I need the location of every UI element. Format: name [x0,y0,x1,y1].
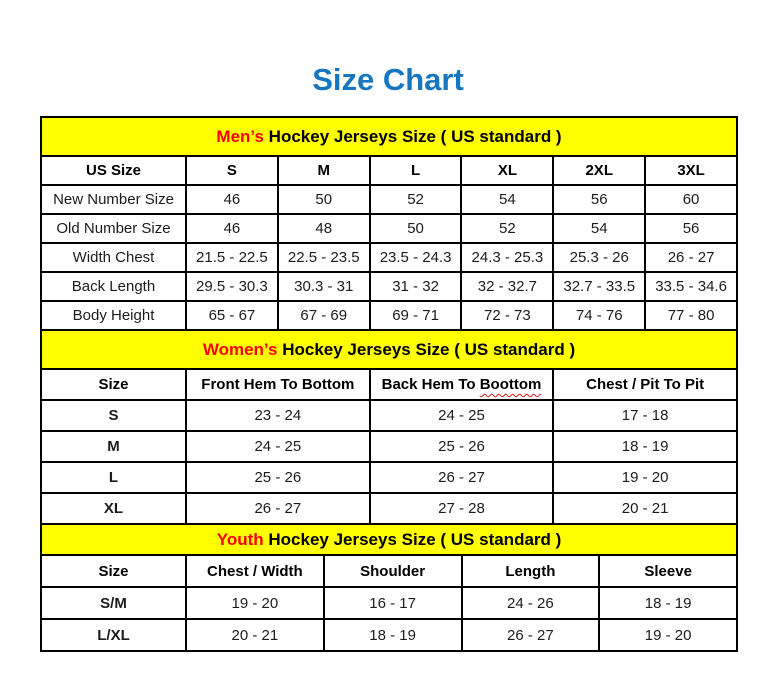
value-cell: 20 - 21 [186,619,324,651]
value-cell: 18 - 19 [324,619,462,651]
value-cell: 54 [461,185,553,214]
column-header: Back Hem To Boottom [370,369,554,400]
table-row [41,462,737,493]
value-cell: 26 - 27 [462,619,600,651]
value-cell: 19 - 20 [186,587,324,619]
value-cell: 24 - 26 [462,587,600,619]
row-label: M [41,431,186,462]
womens-section-title [41,330,737,369]
value-cell: 50 [370,214,462,243]
column-header: S [186,156,278,185]
table-row [41,301,737,330]
value-cell: 48 [278,214,370,243]
column-header: Size [41,555,186,587]
column-header: Chest / Width [186,555,324,587]
value-cell: 22.5 - 23.5 [278,243,370,272]
row-label: Width Chest [41,243,186,272]
column-header: Shoulder [324,555,462,587]
value-cell: 33.5 - 34.6 [645,272,737,301]
value-cell: 25.3 - 26 [553,243,645,272]
table-row [41,185,737,214]
column-header: Size [41,369,186,400]
mens-section-rest: Hockey Jerseys Size ( US standard ) [263,126,562,146]
value-cell: 23 - 24 [186,400,370,431]
row-label: Old Number Size [41,214,186,243]
misspelled-word: Boottom [479,376,542,393]
youth-section-title [41,524,737,555]
youth-section-accent: Youth [216,529,264,549]
table-row [41,243,737,272]
value-cell: 67 - 69 [278,301,370,330]
column-header: 2XL [553,156,645,185]
column-header: Front Hem To Bottom [186,369,370,400]
value-cell: 52 [461,214,553,243]
value-cell: 30.3 - 31 [278,272,370,301]
value-cell: 26 - 27 [645,243,737,272]
value-cell: 74 - 76 [553,301,645,330]
row-label: S [41,400,186,431]
row-label: New Number Size [41,185,186,214]
table-row [41,619,737,651]
value-cell: 25 - 26 [370,431,554,462]
table-row [41,493,737,524]
value-cell: 54 [553,214,645,243]
value-cell: 17 - 18 [553,400,737,431]
womens-section-accent: Women’s [202,339,278,359]
value-cell: 46 [186,214,278,243]
mens-section-title [41,117,737,156]
value-cell: 46 [186,185,278,214]
table-row [41,214,737,243]
value-cell: 65 - 67 [186,301,278,330]
table-row [41,587,737,619]
value-cell: 19 - 20 [553,462,737,493]
value-cell: 24.3 - 25.3 [461,243,553,272]
value-cell: 19 - 20 [599,619,737,651]
value-cell: 24 - 25 [186,431,370,462]
value-cell: 56 [645,214,737,243]
row-label: XL [41,493,186,524]
womens-section-rest: Hockey Jerseys Size ( US standard ) [277,339,576,359]
value-cell: 26 - 27 [370,462,554,493]
mens-section-accent: Men’s [216,126,264,146]
value-cell: 32.7 - 33.5 [553,272,645,301]
value-cell: 25 - 26 [186,462,370,493]
column-header: 3XL [645,156,737,185]
page-title: Size Chart [312,62,464,97]
value-cell: 24 - 25 [370,400,554,431]
value-cell: 26 - 27 [186,493,370,524]
value-cell: 32 - 32.7 [461,272,553,301]
table-row [41,400,737,431]
table-row [41,431,737,462]
column-header: Length [462,555,600,587]
table-row [41,272,737,301]
mens-size-table [40,116,738,331]
size-tables-container [40,116,736,652]
value-cell: 72 - 73 [461,301,553,330]
value-cell: 18 - 19 [599,587,737,619]
row-label: Body Height [41,301,186,330]
value-cell: 18 - 19 [553,431,737,462]
value-cell: 20 - 21 [553,493,737,524]
value-cell: 21.5 - 22.5 [186,243,278,272]
column-header: L [370,156,462,185]
column-header: US Size [41,156,186,185]
value-cell: 31 - 32 [370,272,462,301]
column-header: M [278,156,370,185]
column-header: Sleeve [599,555,737,587]
youth-section-rest: Hockey Jerseys Size ( US standard ) [263,529,562,549]
value-cell: 60 [645,185,737,214]
row-label: L/XL [41,619,186,651]
value-cell: 16 - 17 [324,587,462,619]
value-cell: 50 [278,185,370,214]
column-header: Chest / Pit To Pit [553,369,737,400]
value-cell: 52 [370,185,462,214]
value-cell: 27 - 28 [370,493,554,524]
row-label: Back Length [41,272,186,301]
value-cell: 69 - 71 [370,301,462,330]
value-cell: 77 - 80 [645,301,737,330]
youth-size-table [40,523,738,652]
row-label: S/M [41,587,186,619]
column-header: XL [461,156,553,185]
value-cell: 29.5 - 30.3 [186,272,278,301]
value-cell: 56 [553,185,645,214]
row-label: L [41,462,186,493]
value-cell: 23.5 - 24.3 [370,243,462,272]
womens-size-table [40,329,738,525]
